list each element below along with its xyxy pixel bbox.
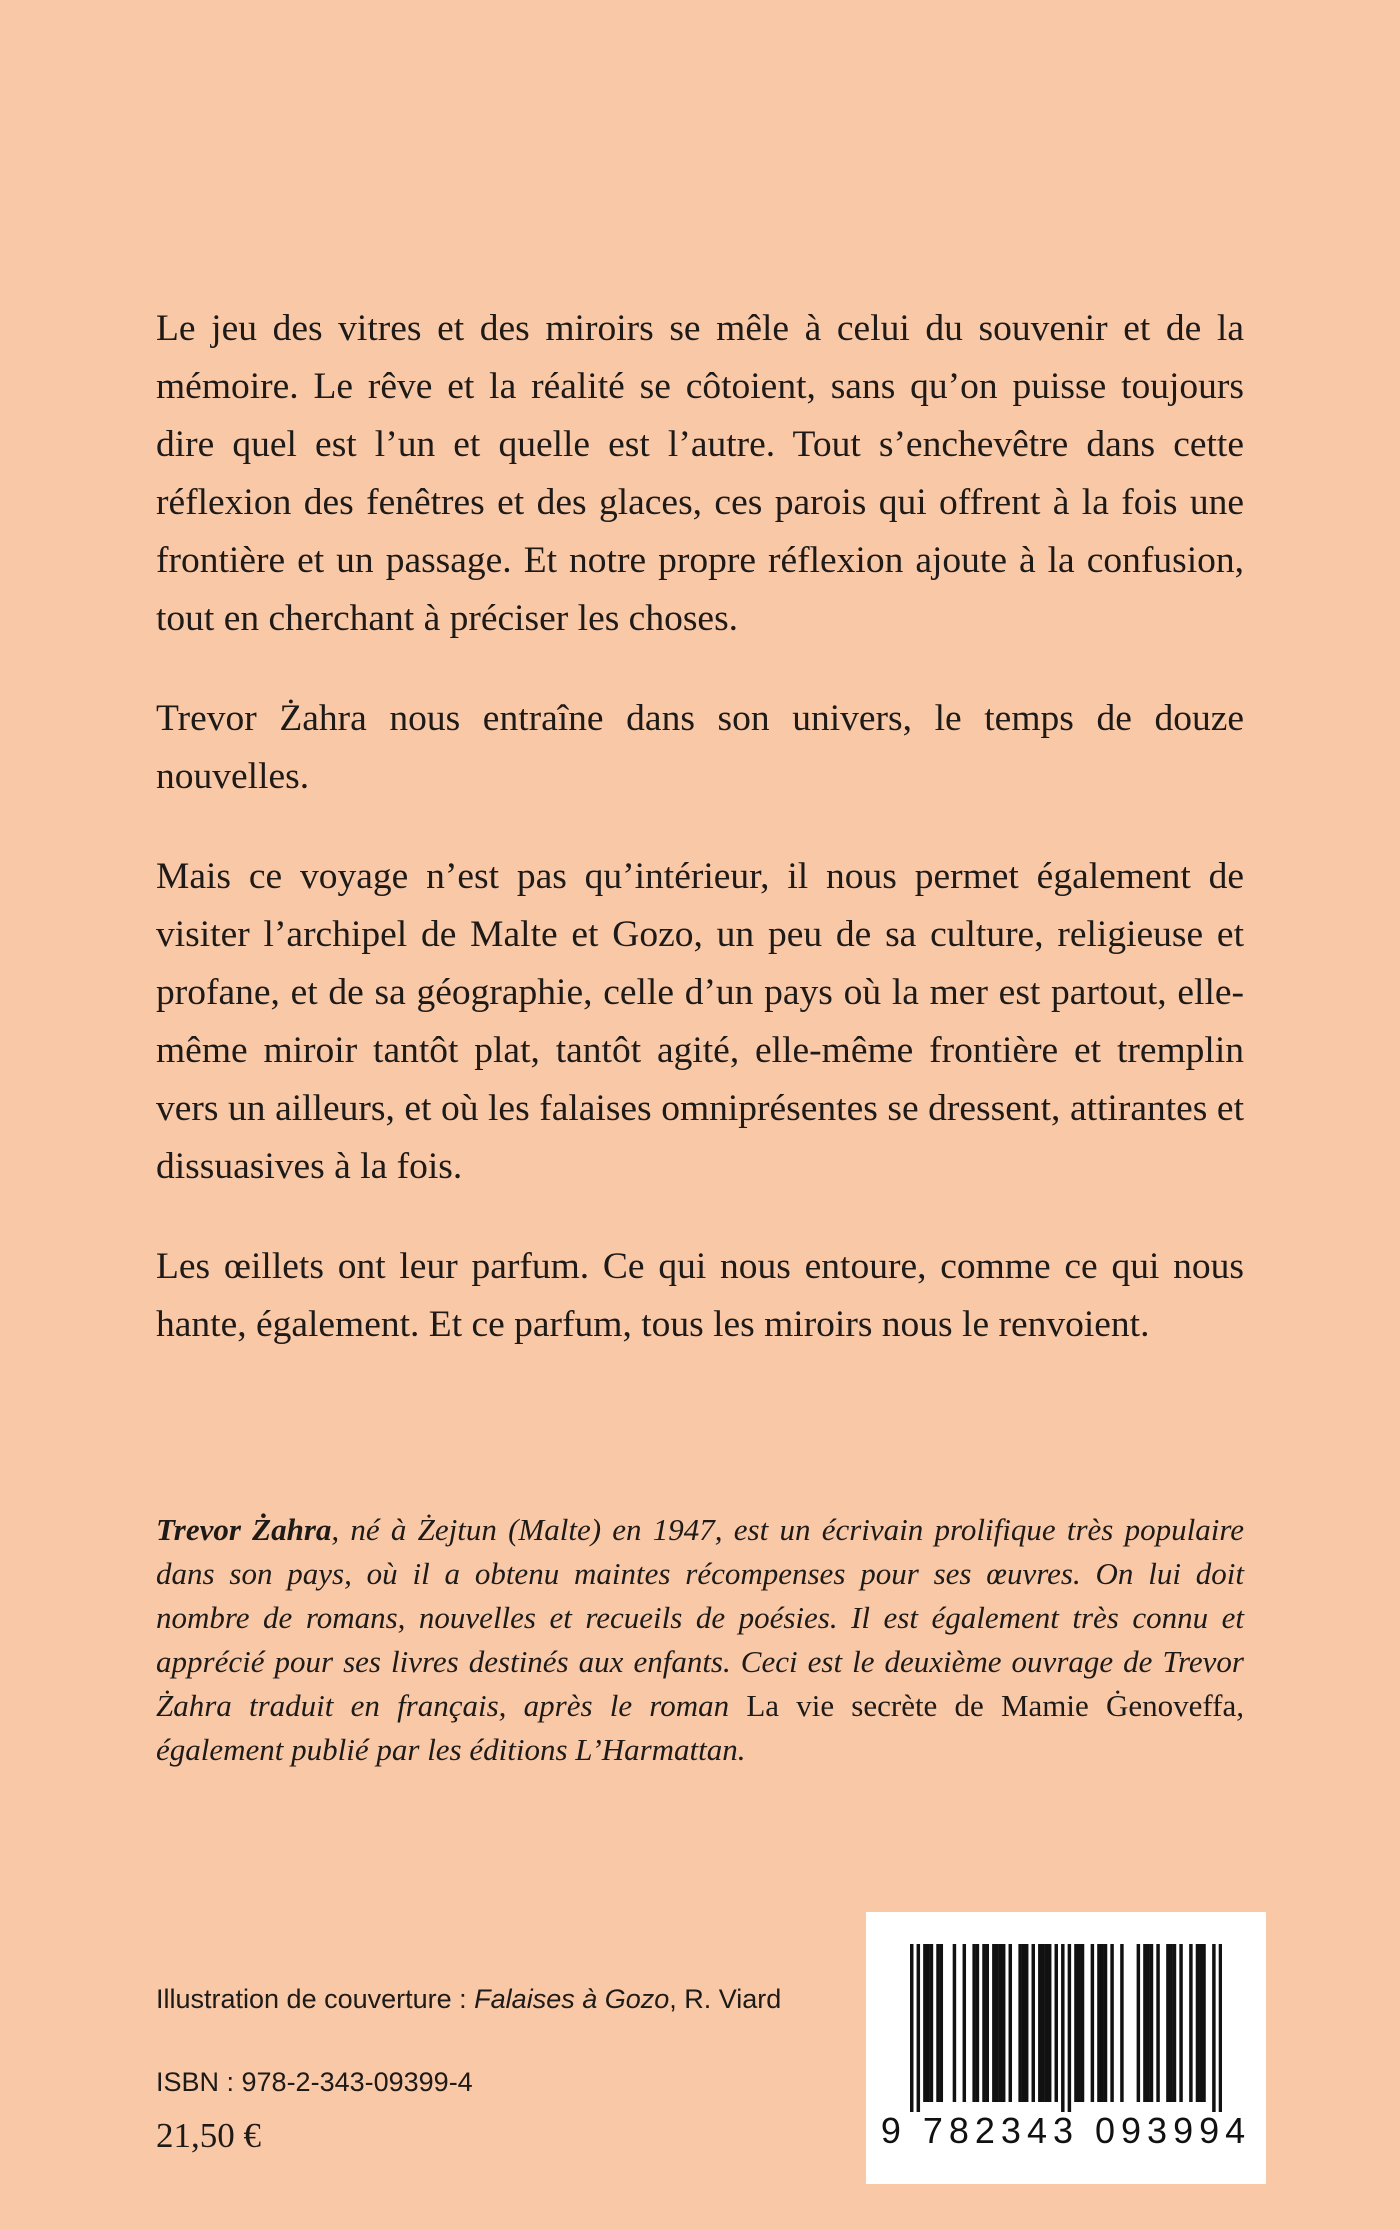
- barcode-bar: [917, 1944, 920, 2112]
- isbn: ISBN : 978-2-343-09399-4: [156, 2067, 473, 2097]
- barcode-bar: [953, 1944, 956, 2102]
- blurb-paragraph-3: Mais ce voyage n’est pas qu’intérieur, il nous permet également de visiter l’archipel de Malte et Gozo, un peu de sa culture, religieuse et profane, et de sa géographie, celle d’un pays où la mer est partout, elle-même miroir tantôt plat, tantôt agité, elle-même frontière et tremplin vers un ailleurs, et où les falaises omniprésentes se dressent, attirantes et dissuasives à la fois.: [156, 856, 1244, 1187]
- barcode-bar: [976, 1944, 979, 2102]
- barcode-bar: [1179, 1944, 1182, 2102]
- barcode-bar: [1045, 1944, 1048, 2102]
- illustration-credit: [156, 1984, 781, 2015]
- barcode-bar: [1038, 1944, 1041, 2102]
- barcode-bar: [999, 1944, 1002, 2102]
- barcode-bar: [1169, 1944, 1172, 2102]
- barcode-bar: [986, 1944, 989, 2102]
- barcode-bar: [1081, 1944, 1084, 2102]
- bio-text-2: , également publié par les éditions L’Harmattan.: [156, 1688, 1244, 1767]
- bio-author-name: Trevor Żahra: [156, 1512, 332, 1547]
- barcode-bar: [1077, 1944, 1080, 2102]
- barcode-bar: [1055, 1944, 1058, 2102]
- barcode-bar: [982, 1944, 985, 2102]
- barcode: [866, 1912, 1266, 2184]
- barcode-bar: [963, 1944, 966, 2102]
- blurb-paragraph-1: Le jeu des vitres et des miroirs se mêle à celui du souvenir et de la mémoire. Le rêve et la réalité se côtoient, sans qu’on puisse toujours dire quel est l’un et quelle est l’autre. Tout s’enchevêtre dans cette réflexion des fenêtres et des glaces, ces parois qui offrent à la fois une frontière et un passage. Et notre propre réflexion ajoute à la confusion, tout en cherchant à préciser les choses.: [156, 308, 1244, 639]
- barcode-bar: [1009, 1944, 1012, 2102]
- barcode-bar: [1120, 1944, 1123, 2102]
- barcode-bar: [1219, 1944, 1222, 2112]
- credit-work-title: Falaises à Gozo: [474, 1984, 670, 2014]
- barcode-bar: [1166, 1944, 1169, 2102]
- barcode-bar: [1022, 1944, 1025, 2102]
- barcode-bar: [1143, 1944, 1146, 2102]
- barcode-bar: [1196, 1944, 1199, 2102]
- barcode-number: 9 782343 093994: [880, 2110, 1252, 2151]
- barcode-bar: [1146, 1944, 1149, 2102]
- barcode-bar: [1173, 1944, 1176, 2102]
- barcode-bar: [930, 1944, 933, 2102]
- barcode-bar: [1150, 1944, 1153, 2102]
- credit-prefix: Illustration de couverture :: [156, 1984, 475, 2014]
- barcode-bar: [1002, 1944, 1005, 2102]
- barcode-bar: [992, 1944, 995, 2102]
- barcode-bar: [1091, 1944, 1094, 2102]
- barcode-bar: [1061, 1944, 1064, 2112]
- barcode-bar: [1074, 1944, 1077, 2102]
- barcode-bar: [1032, 1944, 1035, 2102]
- blurb-paragraph-4: Les œillets ont leur parfum. Ce qui nous entoure, comme ce qui nous hante, également. Et ce parfum, tous les miroirs nous le renvoient.: [156, 1246, 1244, 1345]
- barcode-bar: [936, 1944, 939, 2102]
- author-bio: [156, 1508, 1244, 1772]
- barcode-bar: [910, 1944, 913, 2112]
- barcode-bar: [1156, 1944, 1159, 2102]
- barcode-bar: [1189, 1944, 1192, 2102]
- bio-text-1: , né à Żejtun (Malte) en 1947, est un écrivain prolifique très populaire dans son pays, où il a obtenu maintes récompenses pour ses œuvres. On lui doit nombre de romans, nouvelles et recueils de poésies. Il est également très connu et apprécié pour ses livres destinés aux enfants. Ceci est le deuxième ouvrage de Trevor Żahra traduit en français, après le roman: [156, 1512, 1244, 1723]
- barcode-bar: [1202, 1944, 1205, 2102]
- barcode-bar: [926, 1944, 929, 2102]
- barcode-bar: [1110, 1944, 1113, 2102]
- barcode-bar: [1097, 1944, 1100, 2102]
- barcode-bar: [1212, 1944, 1215, 2112]
- credit-artist: , R. Viard: [669, 1984, 782, 2014]
- barcode-bar: [940, 1944, 943, 2102]
- bio-novel-title: La vie secrète de Mamie Ġenoveffa: [746, 1688, 1237, 1723]
- barcode-bar: [1048, 1944, 1051, 2102]
- barcode-bar: [1068, 1944, 1071, 2112]
- barcode-bar: [995, 1944, 998, 2102]
- barcode-bar: [1041, 1944, 1044, 2102]
- barcode-bar: [972, 1944, 975, 2102]
- blurb-paragraph-2: Trevor Żahra nous entraîne dans son univers, le temps de douze nouvelles.: [156, 698, 1244, 797]
- blurb: [156, 300, 1244, 1354]
- barcode-bar: [923, 1944, 926, 2102]
- price: 21,50 €: [156, 2116, 261, 2155]
- barcode-bar: [1137, 1944, 1140, 2102]
- barcode-bar: [1100, 1944, 1103, 2102]
- barcode-bar: [1025, 1944, 1028, 2102]
- barcode-bars: [910, 1944, 1222, 2112]
- barcode-bar: [1104, 1944, 1107, 2102]
- barcode-bar: [1018, 1944, 1021, 2102]
- barcode-bar: [1199, 1944, 1202, 2102]
